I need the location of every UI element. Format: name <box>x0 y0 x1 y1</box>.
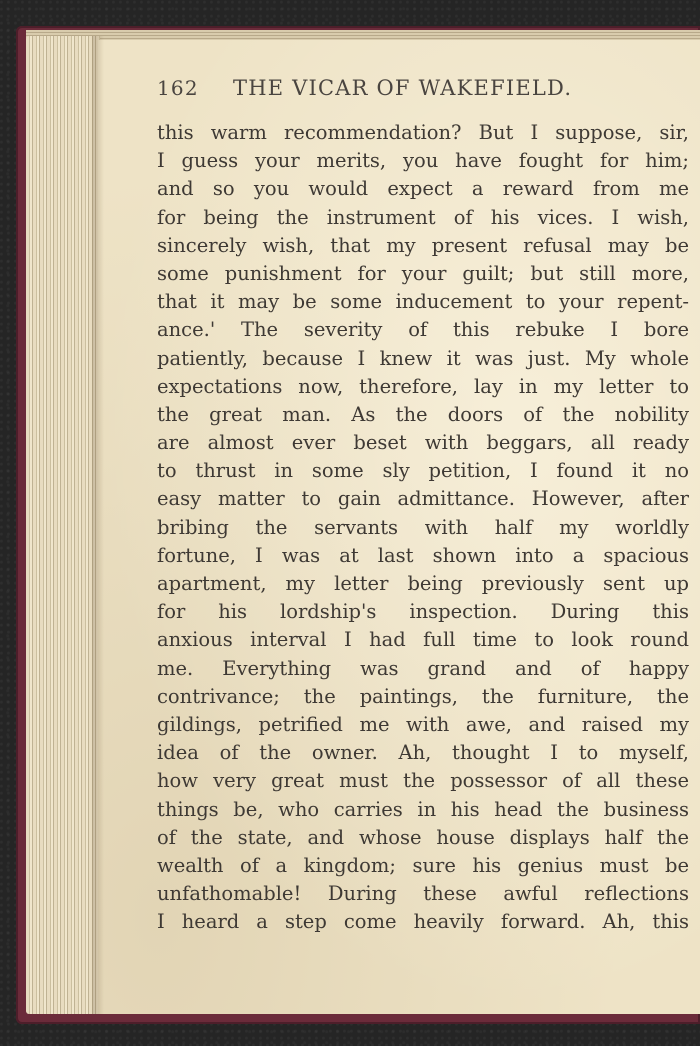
text-line: anxious interval I had full time to look round <box>157 628 689 652</box>
text-line: ance.' The severity of this rebuke I bore <box>157 318 689 342</box>
text-line: contrivance; the paintings, the furniture, the <box>157 684 689 708</box>
text-line: of the state, and whose house displays half the <box>157 825 689 849</box>
text-line: patiently, because I knew it was just. My whole <box>157 346 689 370</box>
page-header <box>157 76 697 106</box>
text-line: are almost ever beset with beggars, all ready <box>157 431 689 455</box>
gutter-shadow <box>92 36 104 1014</box>
text-line: I heard a step come heavily forward. Ah, this <box>157 910 689 934</box>
page-stack-edges <box>26 36 100 1014</box>
text-line: things be, who carries in his head the business <box>157 797 689 821</box>
text-line: gildings, petrified me with awe, and raised my <box>157 712 689 736</box>
text-line: to thrust in some sly petition, I found it no <box>157 459 689 483</box>
text-line: I guess your merits, you have fought for him; <box>157 149 689 173</box>
text-line: unfathomable! During these awful reflections <box>157 882 689 906</box>
text-line: how very great must the possessor of all these <box>157 769 689 793</box>
text-line: some punishment for your guilt; but still more, <box>157 261 689 285</box>
body-text <box>157 119 689 936</box>
text-line: the great man. As the doors of the nobility <box>157 402 689 426</box>
text-line: apartment, my letter being previously sent up <box>157 572 689 595</box>
text-line: wealth of a kingdom; sure his genius must be <box>157 853 689 877</box>
text-line: this warm recommendation? But I suppose, sir, <box>157 121 689 144</box>
text-line: for being the instrument of his vices. I wish, <box>157 205 689 229</box>
text-line: for his lordship's inspection. During this <box>157 600 689 624</box>
text-line: expectations now, therefore, lay in my letter to <box>157 374 689 398</box>
text-line: idea of the owner. Ah, thought I to myself, <box>157 741 689 765</box>
text-line: easy matter to gain admittance. However, after <box>157 487 689 511</box>
text-line: bribing the servants with half my worldly <box>157 515 689 539</box>
text-line: that it may be some inducement to your repent- <box>157 290 689 314</box>
text-line: fortune, I was at last shown into a spacious <box>157 543 689 567</box>
running-title: THE VICAR OF WAKEFIELD. <box>233 76 573 100</box>
text-line: sincerely wish, that my present refusal may be <box>157 233 689 257</box>
text-line: me. Everything was grand and of happy <box>157 656 689 680</box>
text-line: and so you would expect a reward from me <box>157 177 689 201</box>
page-number: 162 <box>157 76 199 100</box>
